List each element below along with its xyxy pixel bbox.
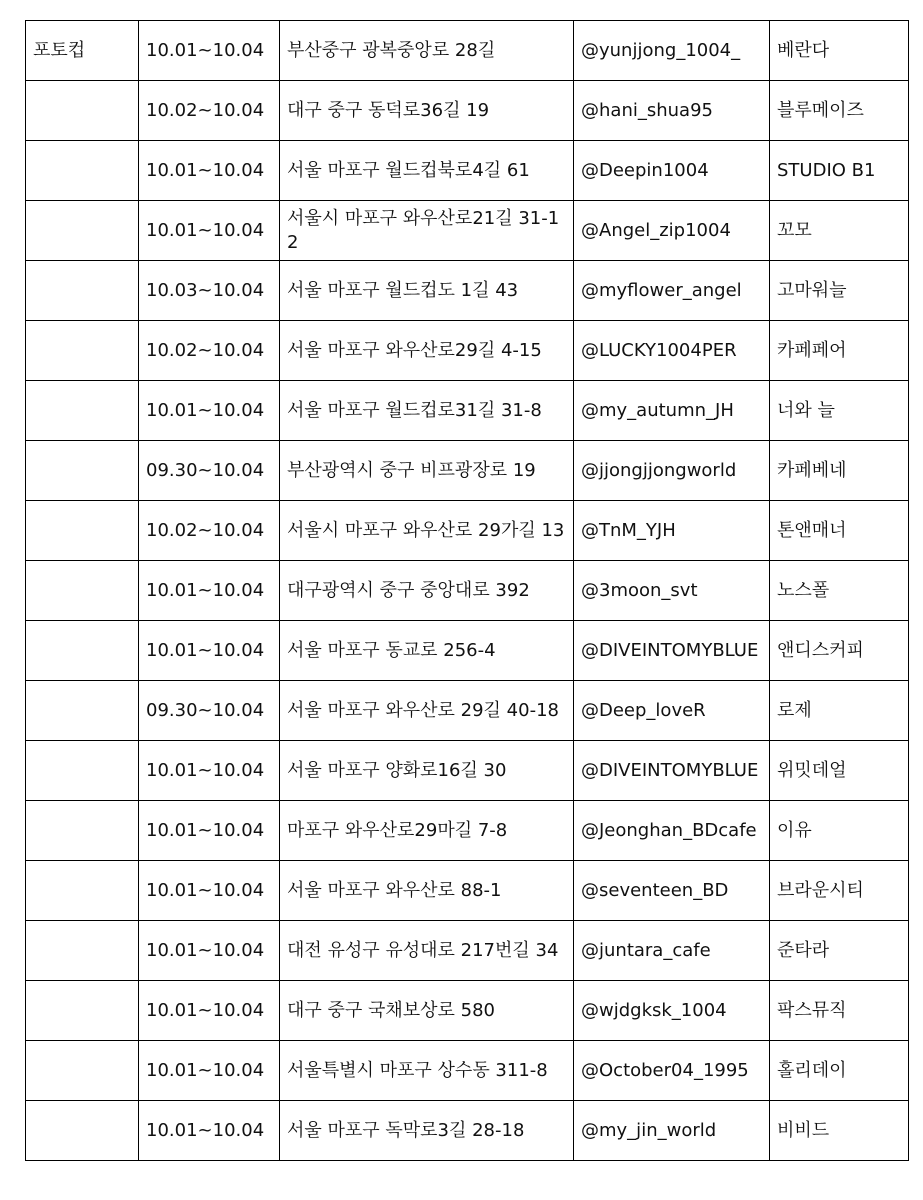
- date-range-cell: 10.01~10.04: [139, 621, 280, 681]
- address-cell: 대구 중구 국채보상로 580: [280, 981, 574, 1041]
- table-row: [26, 81, 909, 141]
- table-row: [26, 501, 909, 561]
- cafe-name-cell: 노스폴: [770, 561, 909, 621]
- date-range-cell: 10.01~10.04: [139, 801, 280, 861]
- table-row: [26, 681, 909, 741]
- cafe-name-cell: 로제: [770, 681, 909, 741]
- twitter-handle-cell: @LUCKY1004PER: [574, 321, 770, 381]
- date-range-cell: 10.01~10.04: [139, 861, 280, 921]
- address-cell: 서울시 마포구 와우산로 29가길 13: [280, 501, 574, 561]
- table-row: [26, 1101, 909, 1161]
- event-cafe-table: [25, 20, 909, 1161]
- category-cell: [26, 1101, 139, 1161]
- cafe-name-cell: STUDIO B1: [770, 141, 909, 201]
- twitter-handle-cell: @DIVEINTOMYBLUE: [574, 741, 770, 801]
- twitter-handle-cell: @3moon_svt: [574, 561, 770, 621]
- cafe-name-cell: 블루메이즈: [770, 81, 909, 141]
- cafe-name-cell: 너와 늘: [770, 381, 909, 441]
- category-cell: [26, 381, 139, 441]
- twitter-handle-cell: @October04_1995: [574, 1041, 770, 1101]
- table-row: [26, 21, 909, 81]
- cafe-name-cell: 이유: [770, 801, 909, 861]
- table-row: [26, 201, 909, 261]
- table-row: [26, 741, 909, 801]
- cafe-name-cell: 홀리데이: [770, 1041, 909, 1101]
- table-row: [26, 861, 909, 921]
- table-row: [26, 321, 909, 381]
- twitter-handle-cell: @myflower_angel: [574, 261, 770, 321]
- category-cell: [26, 81, 139, 141]
- address-cell: 서울특별시 마포구 상수동 311-8: [280, 1041, 574, 1101]
- twitter-handle-cell: @juntara_cafe: [574, 921, 770, 981]
- category-cell: [26, 621, 139, 681]
- category-cell: [26, 201, 139, 261]
- date-range-cell: 10.01~10.04: [139, 1101, 280, 1161]
- address-cell: 서울 마포구 양화로16길 30: [280, 741, 574, 801]
- twitter-handle-cell: @yunjjong_1004_: [574, 21, 770, 81]
- table-row: [26, 441, 909, 501]
- table-row: [26, 261, 909, 321]
- category-cell: [26, 921, 139, 981]
- date-range-cell: 10.01~10.04: [139, 921, 280, 981]
- cafe-name-cell: 꼬모: [770, 201, 909, 261]
- address-cell: 서울시 마포구 와우산로21길 31-12: [280, 201, 574, 261]
- cafe-name-cell: 준타라: [770, 921, 909, 981]
- address-cell: 대구광역시 중구 중앙대로 392: [280, 561, 574, 621]
- cafe-name-cell: 앤디스커피: [770, 621, 909, 681]
- address-cell: 서울 마포구 와우산로 88-1: [280, 861, 574, 921]
- address-cell: 대구 중구 동덕로36길 19: [280, 81, 574, 141]
- table-row: [26, 801, 909, 861]
- address-cell: 서울 마포구 와우산로 29길 40-18: [280, 681, 574, 741]
- cafe-name-cell: 위밋데얼: [770, 741, 909, 801]
- address-cell: 서울 마포구 독막로3길 28-18: [280, 1101, 574, 1161]
- twitter-handle-cell: @Jeonghan_BDcafe: [574, 801, 770, 861]
- twitter-handle-cell: @wjdgksk_1004: [574, 981, 770, 1041]
- category-cell: 포토컵: [26, 21, 139, 81]
- cafe-name-cell: 카페페어: [770, 321, 909, 381]
- address-cell: 서울 마포구 월드컵로31길 31-8: [280, 381, 574, 441]
- category-cell: [26, 561, 139, 621]
- cafe-name-cell: 팍스뮤직: [770, 981, 909, 1041]
- twitter-handle-cell: @Deep_loveR: [574, 681, 770, 741]
- date-range-cell: 10.01~10.04: [139, 141, 280, 201]
- date-range-cell: 10.03~10.04: [139, 261, 280, 321]
- date-range-cell: 10.01~10.04: [139, 561, 280, 621]
- category-cell: [26, 441, 139, 501]
- twitter-handle-cell: @my_jin_world: [574, 1101, 770, 1161]
- table-row: [26, 981, 909, 1041]
- address-cell: 서울 마포구 동교로 256-4: [280, 621, 574, 681]
- address-cell: 부산중구 광복중앙로 28길: [280, 21, 574, 81]
- date-range-cell: 10.01~10.04: [139, 741, 280, 801]
- category-cell: [26, 981, 139, 1041]
- twitter-handle-cell: @TnM_YJH: [574, 501, 770, 561]
- twitter-handle-cell: @hani_shua95: [574, 81, 770, 141]
- table-row: [26, 921, 909, 981]
- category-cell: [26, 861, 139, 921]
- date-range-cell: 10.02~10.04: [139, 501, 280, 561]
- twitter-handle-cell: @my_autumn_JH: [574, 381, 770, 441]
- table-row: [26, 141, 909, 201]
- address-cell: 대전 유성구 유성대로 217번길 34: [280, 921, 574, 981]
- category-cell: [26, 681, 139, 741]
- cafe-name-cell: 톤앤매너: [770, 501, 909, 561]
- category-cell: [26, 501, 139, 561]
- date-range-cell: 09.30~10.04: [139, 441, 280, 501]
- date-range-cell: 10.02~10.04: [139, 81, 280, 141]
- address-cell: 서울 마포구 월드컵도 1길 43: [280, 261, 574, 321]
- twitter-handle-cell: @jjongjjongworld: [574, 441, 770, 501]
- category-cell: [26, 261, 139, 321]
- address-cell: 마포구 와우산로29마길 7-8: [280, 801, 574, 861]
- date-range-cell: 10.02~10.04: [139, 321, 280, 381]
- date-range-cell: 10.01~10.04: [139, 381, 280, 441]
- date-range-cell: 09.30~10.04: [139, 681, 280, 741]
- cafe-name-cell: 베란다: [770, 21, 909, 81]
- twitter-handle-cell: @seventeen_BD: [574, 861, 770, 921]
- date-range-cell: 10.01~10.04: [139, 1041, 280, 1101]
- cafe-name-cell: 카페베네: [770, 441, 909, 501]
- twitter-handle-cell: @DIVEINTOMYBLUE: [574, 621, 770, 681]
- table-row: [26, 621, 909, 681]
- category-cell: [26, 1041, 139, 1101]
- address-cell: 부산광역시 중구 비프광장로 19: [280, 441, 574, 501]
- category-cell: [26, 801, 139, 861]
- table-row: [26, 381, 909, 441]
- table-row: [26, 1041, 909, 1101]
- category-cell: [26, 321, 139, 381]
- category-cell: [26, 141, 139, 201]
- cafe-name-cell: 브라운시티: [770, 861, 909, 921]
- address-cell: 서울 마포구 월드컵북로4길 61: [280, 141, 574, 201]
- table-body: [26, 21, 909, 1161]
- date-range-cell: 10.01~10.04: [139, 21, 280, 81]
- table-row: [26, 561, 909, 621]
- category-cell: [26, 741, 139, 801]
- twitter-handle-cell: @Angel_zip1004: [574, 201, 770, 261]
- address-cell: 서울 마포구 와우산로29길 4-15: [280, 321, 574, 381]
- date-range-cell: 10.01~10.04: [139, 981, 280, 1041]
- date-range-cell: 10.01~10.04: [139, 201, 280, 261]
- twitter-handle-cell: @Deepin1004: [574, 141, 770, 201]
- cafe-name-cell: 비비드: [770, 1101, 909, 1161]
- cafe-name-cell: 고마워늘: [770, 261, 909, 321]
